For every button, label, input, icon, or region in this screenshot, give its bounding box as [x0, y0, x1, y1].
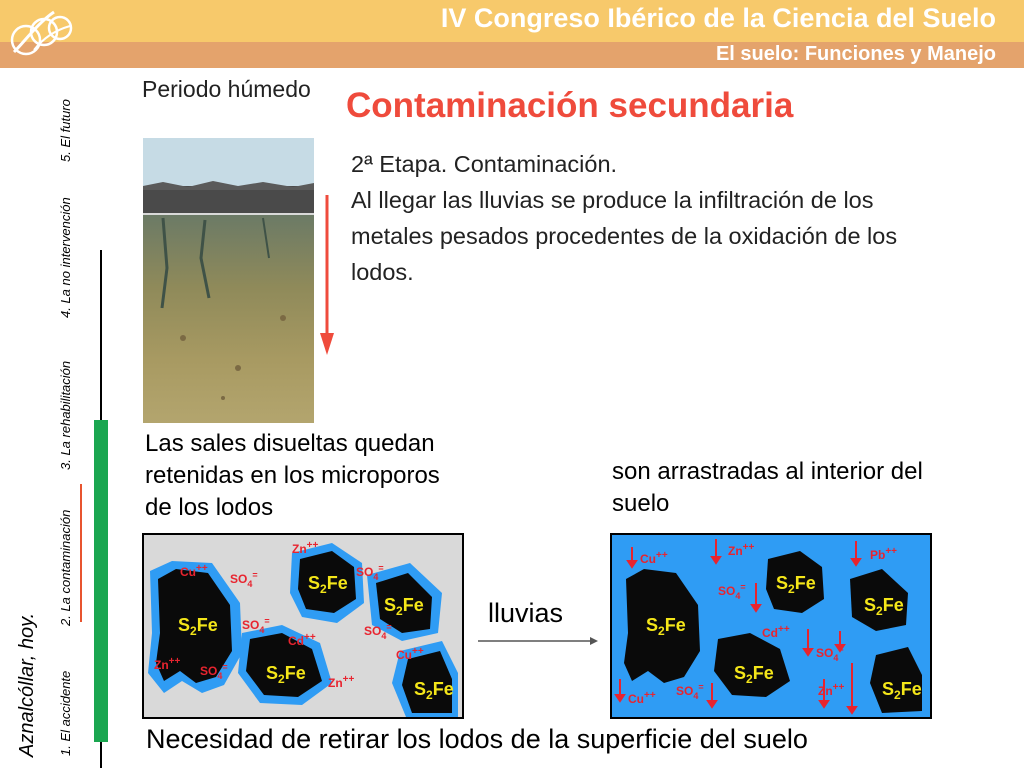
svg-text:SO4=: $SO_4^=$ [364, 622, 392, 641]
particle-label: $S_2Fe$ [882, 679, 922, 702]
svg-text:Cd++: Cd++ [762, 624, 790, 640]
svg-text:SO4=: $SO_4^=$ [242, 616, 270, 635]
photo-caption: Periodo húmedo [142, 76, 311, 102]
svg-text:Cu++: Cu++ [396, 646, 424, 662]
stage-label: 2ª Etapa. Contaminación. [351, 151, 618, 177]
sidebar-main-label: Aznalcóllar, hoy. [16, 612, 38, 757]
page-title: IV Congreso Ibérico de la Ciencia del Suelo [440, 3, 996, 33]
svg-text:SO4=: $SO_4^=$ [200, 662, 228, 681]
svg-text:SO4=: $SO_4^=$ [356, 563, 384, 582]
rain-arrow-label: lluvias [488, 598, 564, 628]
particle-label: $S_2Fe$ [384, 595, 424, 618]
infiltration-arrow-icon [320, 195, 334, 355]
left-caption: Las sales disueltas quedan retenidas en los microporos de los lodos [145, 430, 440, 521]
slide-title: Contaminación secundaria [346, 86, 794, 125]
svg-text:SO4=: $SO_4^=$ [718, 582, 746, 601]
congress-logo-icon [4, 2, 76, 66]
particle-label: $S_2Fe$ [864, 595, 904, 618]
particle-label: $S_2Fe$ [266, 663, 306, 686]
slide-body [351, 146, 931, 290]
diagram-soil-leaching [610, 533, 932, 719]
body-text: Al llegar las lluvias se produce la infiltración de los metales pesados procedentes de la oxidación de los lodos. [351, 187, 898, 285]
particle-label: $S_2Fe$ [776, 573, 816, 596]
page-subtitle: El suelo: Funciones y Manejo [715, 43, 996, 65]
nav-item-rehabilitacion[interactable]: 3. La rehabilitación [58, 360, 73, 470]
svg-text:Zn++: Zn++ [154, 656, 181, 672]
svg-text:SO4=: $SO_4^=$ [816, 644, 844, 663]
svg-text:Cd++: Cd++ [288, 632, 316, 648]
conclusion-text: Necesidad de retirar los lodos de la superficie del suelo [146, 724, 808, 754]
svg-text:SO4=: $SO_4^=$ [676, 682, 704, 701]
svg-text:SO4=: $SO_4^=$ [230, 570, 258, 589]
particle-label: $S_2Fe$ [178, 615, 218, 638]
svg-text:Pb++: Pb++ [870, 546, 898, 562]
svg-text:Zn++: Zn++ [818, 682, 845, 698]
svg-text:Cu++: Cu++ [180, 563, 208, 579]
nav-item-contaminacion[interactable]: 2. La contaminación [58, 509, 73, 626]
svg-text:Zn++: Zn++ [328, 674, 355, 690]
diagram-sludge-dry [142, 533, 464, 719]
svg-text:Zn++: Zn++ [292, 540, 319, 556]
particle-label: $S_2Fe$ [414, 679, 454, 702]
particle-label: $S_2Fe$ [308, 573, 348, 596]
rain-arrow-icon [478, 634, 600, 648]
nav-item-accidente[interactable]: 1. El accidente [58, 670, 73, 756]
nav-item-no-intervencion[interactable]: 4. La no intervención [58, 197, 73, 318]
svg-text:Cu++: Cu++ [628, 690, 656, 706]
svg-text:Cu++: Cu++ [640, 550, 668, 566]
nav-active-indicator [94, 420, 108, 742]
particle-label: $S_2Fe$ [734, 663, 774, 686]
particle-label: $S_2Fe$ [646, 615, 686, 638]
soil-profile-photo [143, 138, 314, 423]
right-caption: son arrastradas al interior del suelo [612, 458, 923, 517]
nav-item-futuro[interactable]: 5. El futuro [58, 99, 73, 162]
svg-text:Zn++: Zn++ [728, 542, 755, 558]
nav-current-underline [80, 484, 82, 622]
